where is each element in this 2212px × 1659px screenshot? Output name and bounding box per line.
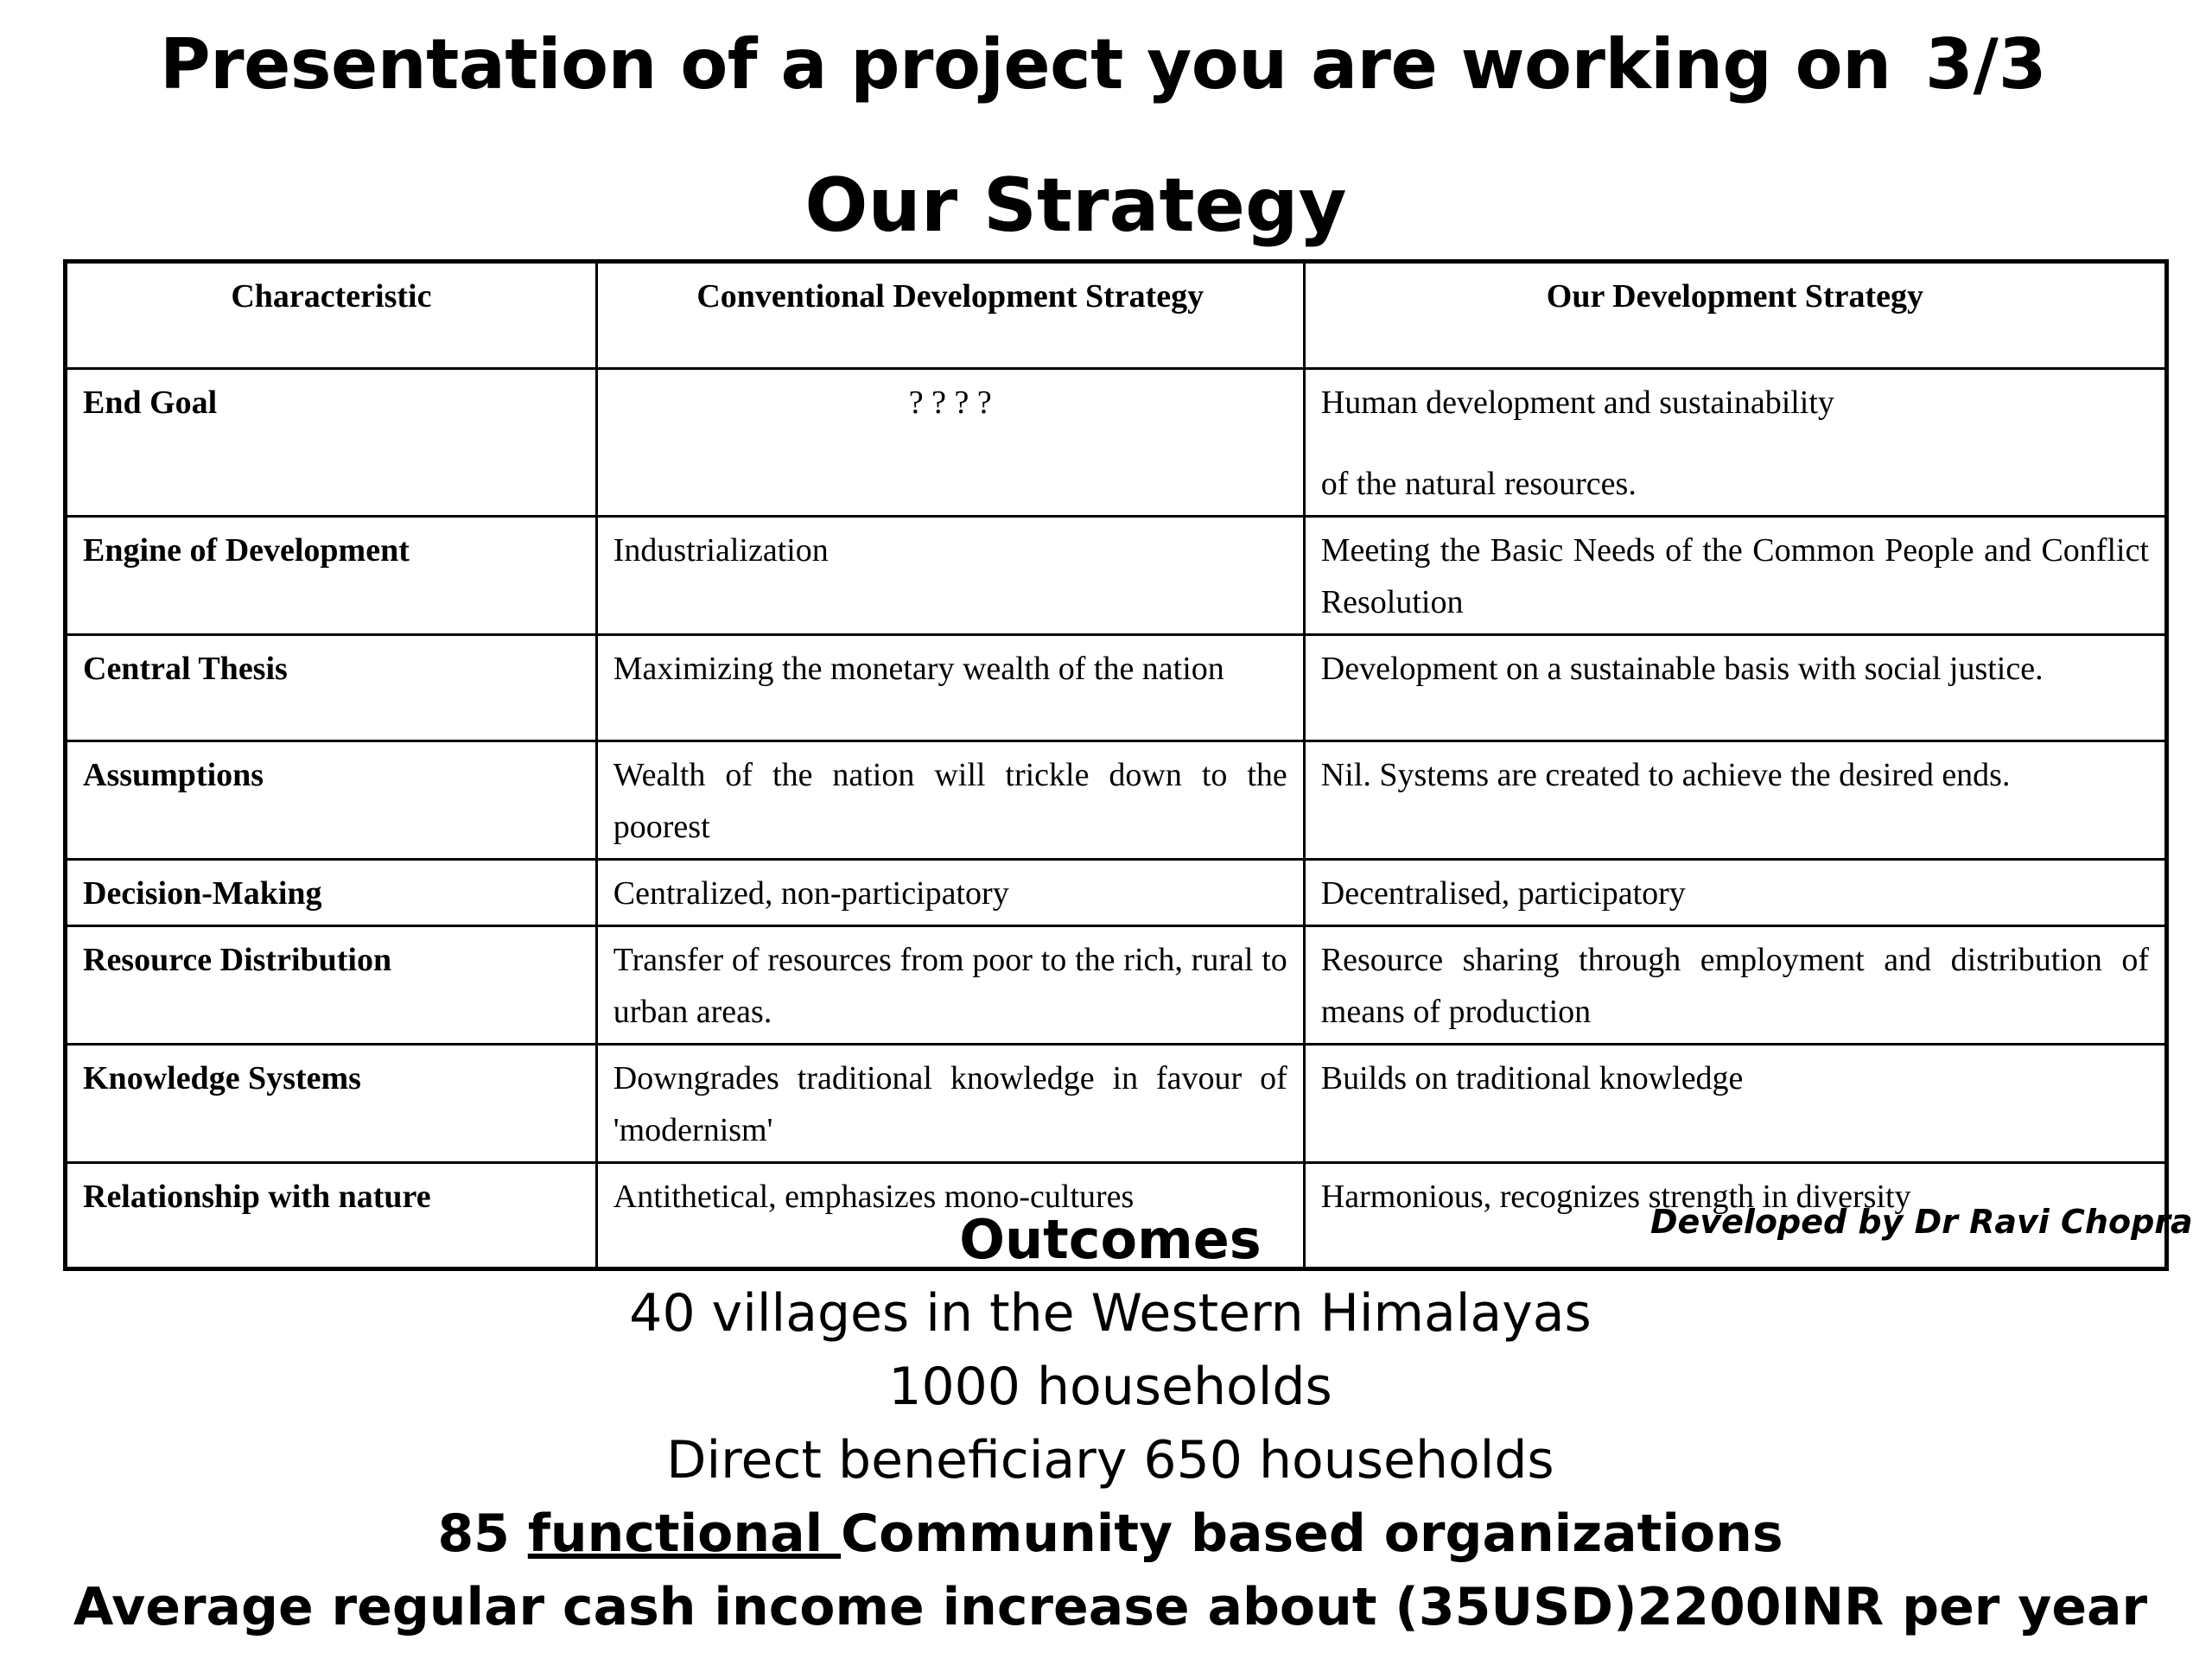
table-row [66,517,2167,635]
credit-text: Developed by Dr Ravi Chopra [1650,1203,2193,1241]
outcome-beneficiaries: Direct beneficiary 650 households [666,1430,1554,1491]
row-conventional: Industrialization [596,517,1304,635]
outcome-organizations-count: 85 [437,1503,528,1564]
row-conventional: Downgrades traditional knowledge in favour of 'modernism' [596,1045,1304,1163]
row-conventional: Antithetical, emphasizes mono-cultures [596,1163,1304,1269]
row-ours: Resource sharing through employment and distribution of means of production [1304,926,2166,1045]
row-characteristic: Relationship with nature [66,1163,597,1269]
table-row [66,860,2167,926]
table-row [66,369,2167,517]
row-characteristic: Assumptions [66,741,597,860]
row-ours: Builds on traditional knowledge [1304,1045,2166,1163]
table-header-row [66,262,2167,369]
header-conventional: Conventional Development Strategy [596,262,1304,369]
row-ours: Development on a sustainable basis with social justice. [1304,635,2166,741]
outcome-organizations [0,1497,2212,1571]
outcome-organizations-functional: functional [527,1503,842,1564]
header-ours: Our Development Strategy [1304,262,2166,369]
row-characteristic: Decision-Making [66,860,597,926]
outcome-households: 1000 households [888,1357,1332,1417]
table-row [66,926,2167,1045]
outcomes-section [0,1203,2212,1644]
outcomes-title: Outcomes [959,1208,1262,1271]
outcome-income: Average regular cash income increase about (35USD)2200INR per year [73,1577,2148,1637]
row-conventional: ? ? ? ? [596,369,1304,517]
outcome-villages: 40 villages in the Western Himalayas [629,1283,1592,1344]
row-characteristic: End Goal [66,369,597,517]
row-conventional: Centralized, non-participatory [596,860,1304,926]
row-characteristic: Central Thesis [66,635,597,741]
slide-title: Presentation of a project you are working on [160,24,1891,105]
row-ours [1304,369,2166,517]
row-characteristic: Engine of Development [66,517,597,635]
row-conventional: Wealth of the nation will trickle down to the poorest [596,741,1304,860]
table-row [66,1045,2167,1163]
row-ours-line2: of the natural resources. [1320,466,1637,502]
row-ours: Meeting the Basic Needs of the Common People and Conflict Resolution [1304,517,2166,635]
row-ours: Harmonious, recognizes strength in diversity [1304,1163,2166,1269]
row-ours: Decentralised, participatory [1304,860,2166,926]
row-conventional: Maximizing the monetary wealth of the nation [596,635,1304,741]
outcome-organizations-text: Community based organizations [841,1503,1783,1564]
row-characteristic: Resource Distribution [66,926,597,1045]
row-characteristic: Knowledge Systems [66,1045,597,1163]
section-title: Our Strategy [804,162,1347,249]
table-row [66,635,2167,741]
table-row [66,741,2167,860]
strategy-table [63,259,2169,1271]
header-characteristic: Characteristic [66,262,597,369]
row-conventional: Transfer of resources from poor to the rich, rural to urban areas. [596,926,1304,1045]
slide-counter: 3/3 [1925,24,2047,105]
row-ours: Nil. Systems are created to achieve the desired ends. [1304,741,2166,860]
row-ours-line1: Human development and sustainability [1320,385,1834,421]
